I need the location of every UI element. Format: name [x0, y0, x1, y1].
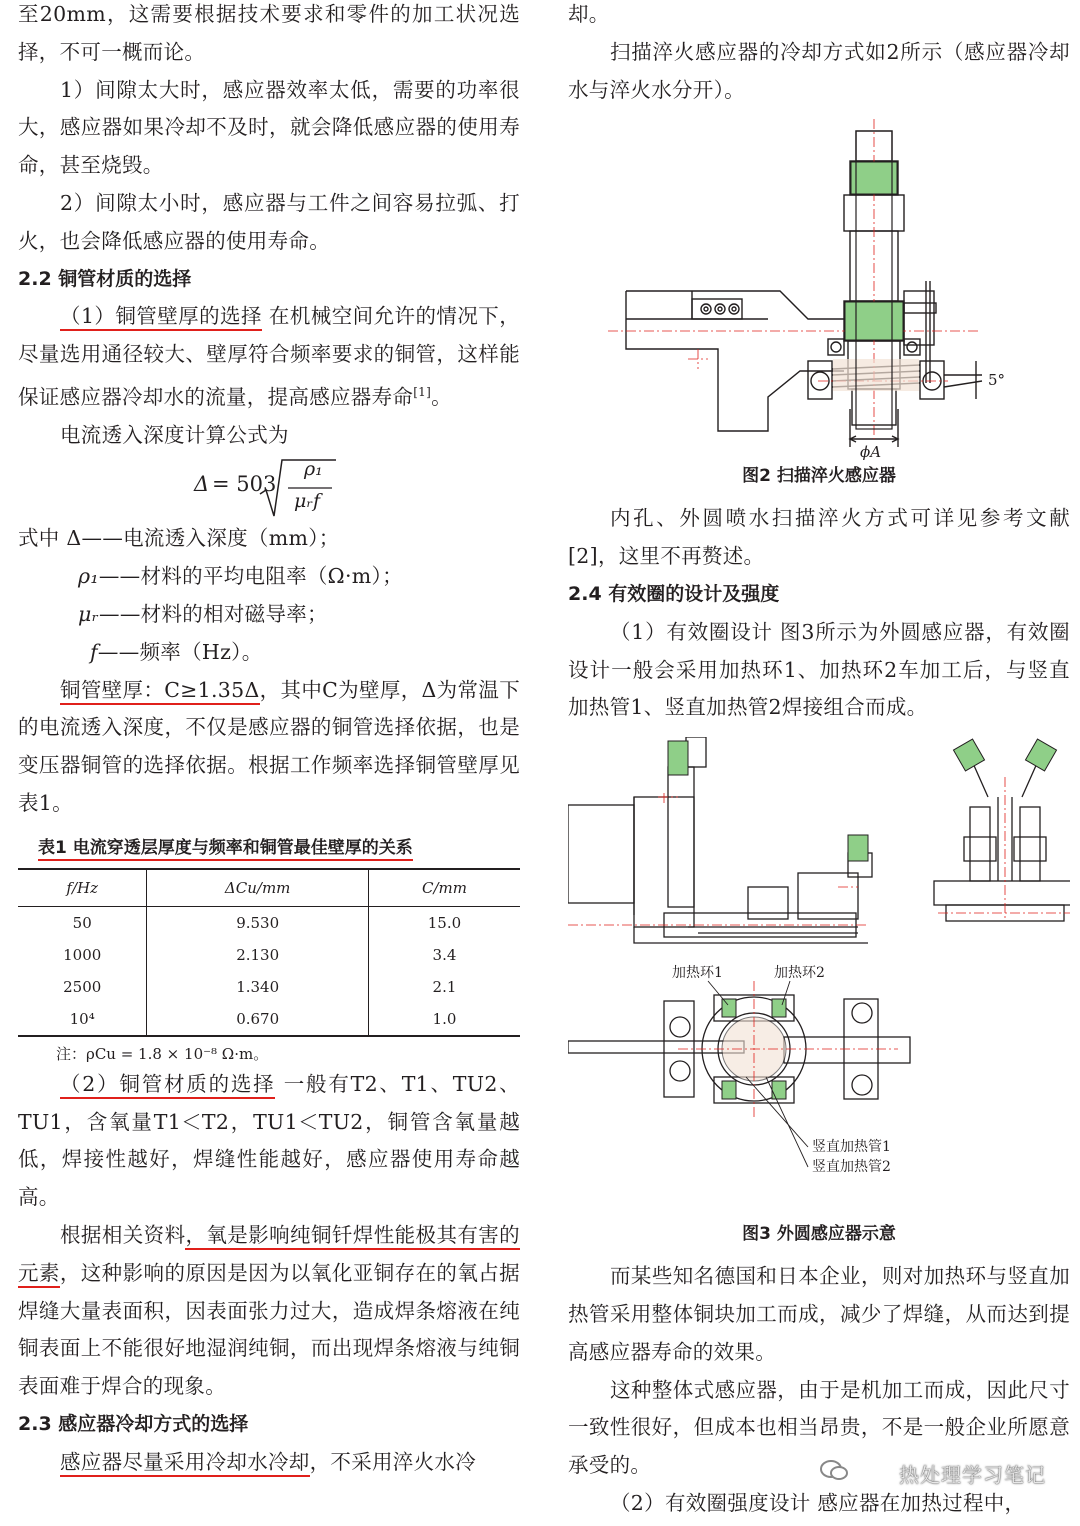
- paragraph-oxygen: [18, 1217, 520, 1406]
- underlined-phrase: ，氧是影响纯铜钎焊性能极其有害的元素: [18, 1223, 520, 1288]
- paragraph-strength: （2）有效圈强度设计 感应器在加热过程中，: [610, 1490, 1026, 1515]
- text-run: 根据相关资料: [60, 1222, 186, 1247]
- col-header-depth: ΔCu/mm: [147, 869, 369, 907]
- formula-intro: 电流透入深度计算公式为: [60, 422, 289, 447]
- label-heating-ring-2: 加热环2: [774, 965, 825, 982]
- depth-thickness-table: [18, 868, 520, 1037]
- table-cell: 9.530: [147, 906, 369, 939]
- def-symbol: 式中 Δ: [18, 526, 82, 551]
- paragraph-integral-block: 而某些知名德国和日本企业，则对加热环与竖直加热管采用整体铜块加工而成，减少了焊缝，从而达到提高感应器寿命的效果。: [568, 1264, 1070, 1364]
- table-cell: 2.1: [368, 971, 520, 1003]
- table-cell: 10⁴: [69, 1009, 95, 1028]
- underlined-phrase: 表1 电流穿透层厚度与频率和铜管最佳壁厚的关系: [38, 838, 413, 861]
- external-inductor-drawing: [568, 737, 1070, 1235]
- underlined-phrase: 铜管壁厚：C≥1.35Δ: [60, 678, 260, 705]
- left-column: [18, 0, 520, 1482]
- def-symbol: μᵣ: [78, 601, 100, 626]
- text-run: 在机械空间允许的情况下，尽量选用通径较大、壁厚符合频率要求的铜管，这样能保证感应器冷却水的流量，提高感应器寿命: [18, 304, 520, 409]
- label-heating-ring-1: 加热环1: [672, 965, 723, 982]
- penetration-depth-formula: [18, 454, 520, 522]
- underlined-phrase: （1）铜管壁厚的选择: [60, 304, 262, 331]
- text-run: ，不采用淬火水冷: [309, 1449, 477, 1474]
- table-cell: 2500: [63, 977, 102, 996]
- table-cell: 1.0: [368, 1003, 520, 1036]
- formula-coefficient: = 503: [212, 472, 277, 497]
- paragraph-cooling: [18, 1444, 520, 1482]
- table-row: [18, 1003, 520, 1036]
- figure-2-scan-inductor: [568, 109, 1070, 465]
- col-header-frequency: f/Hz: [18, 869, 147, 907]
- formula-lhs: Δ: [194, 472, 210, 497]
- figure-3-caption: 图3 外圆感应器示意: [742, 1224, 896, 1245]
- table-cell: 0.670: [147, 1003, 369, 1036]
- wechat-icon: [820, 1458, 848, 1482]
- table-cell: 1000: [63, 945, 102, 964]
- def-symbol: ρ₁: [78, 564, 99, 589]
- def-rho: [18, 558, 520, 596]
- section-heading-2-4: 2.4 有效圈的设计及强度: [568, 582, 780, 605]
- table-title: [18, 833, 520, 858]
- symbol-definitions: [18, 520, 520, 671]
- citation-ref: [1]: [413, 384, 432, 399]
- table-cell: 50: [72, 913, 92, 932]
- paragraph-wall-thickness: [18, 298, 520, 416]
- text-run: ，其中C为壁厚，Δ为常温下的电流透入深度，不仅是感应器的铜管选择依据，也是变压器铜管的选择依据。根据工作频率选择铜管壁厚见表1。: [18, 677, 520, 815]
- paragraph-spray: 内孔、外圆喷水扫描淬火方式可详见参考文献[2]，这里不再赘述。: [568, 506, 1070, 569]
- paragraph-gap-range: 至20mm，这需要根据技术要求和零件的加工状况选择，不可一概而论。: [18, 2, 520, 64]
- def-mu: [18, 596, 520, 634]
- def-text: ——电流透入深度（mm）；: [81, 526, 340, 551]
- text-run: 一般有T2、T1、TU2、TU1，含氧量T1＜T2，TU1＜TU2，铜管含氧量越低，焊接性越好，焊缝性能越好，感应器使用寿命越高。: [18, 1071, 520, 1210]
- section-heading-2-3: 2.3 感应器冷却方式的选择: [18, 1412, 249, 1435]
- def-text: ——频率（Hz）。: [97, 639, 263, 664]
- diameter-label: ϕA: [860, 443, 882, 462]
- figure-2-caption: 图2 扫描淬火感应器: [742, 466, 896, 487]
- underlined-phrase: （2）铜管材质的选择: [60, 1072, 275, 1099]
- table-row: [18, 971, 520, 1003]
- def-delta: [18, 520, 520, 558]
- angle-label: 5°: [988, 371, 1006, 390]
- col-header-thickness: C/mm: [368, 869, 520, 907]
- watermark: 热处理学习笔记: [899, 1463, 1046, 1487]
- table-cell: 1.340: [147, 971, 369, 1003]
- def-f: [18, 634, 520, 672]
- table-note: 注：ρCu = 1.8 × 10⁻⁸ Ω·m。: [56, 1044, 269, 1063]
- def-text: ——材料的相对磁导率；: [99, 601, 328, 626]
- paragraph-gap-small: 2）间隙太小时，感应器与工件之间容易拉弧、打火，也会降低感应器的使用寿命。: [18, 190, 520, 253]
- paragraph-coil-design: （1）有效圈设计 图3所示为外圆感应器，有效圈设计一般会采用加热环1、加热环2车加工后，与竖直加热管1、竖直加热管2焊接组合而成。: [568, 619, 1070, 720]
- table-cell: 2.130: [147, 939, 369, 971]
- paragraph-scan-cooling: 扫描淬火感应器的冷却方式如2所示（感应器冷却水与淬火水分开）。: [568, 39, 1070, 102]
- figure-3-external-inductor: [568, 737, 1070, 1235]
- table-row: [18, 939, 520, 971]
- paragraph-material: [18, 1066, 520, 1217]
- text-run: 。: [431, 384, 452, 409]
- formula-denominator: μᵣf: [294, 490, 320, 513]
- formula-numerator: ρ₁: [304, 458, 323, 481]
- scan-inductor-drawing: [568, 109, 1070, 465]
- def-symbol: f: [90, 639, 98, 664]
- paragraph-continued: 却。: [568, 2, 610, 26]
- def-text: ——材料的平均电阻率（Ω·m）；: [98, 564, 403, 589]
- label-vertical-tube-2: 竖直加热管2: [812, 1159, 891, 1176]
- table-row: [18, 906, 520, 939]
- section-heading-2-2: 2.2 铜管材质的选择: [18, 267, 192, 290]
- label-vertical-tube-1: 竖直加热管1: [812, 1139, 891, 1156]
- right-column: [568, 0, 1070, 1523]
- paragraph-gap-large: 1）间隙太大时，感应器效率太低，需要的功率很大，感应器如果冷却不及时，就会降低感应器的使用寿命，甚至烧毁。: [18, 77, 520, 178]
- paragraph-cost: 这种整体式感应器，由于是机加工而成，因此尺寸一致性很好，但成本也相当昂贵，不是一般企业所愿意承受的。: [568, 1377, 1070, 1478]
- text-run: ，这种影响的原因是因为以氧化亚铜存在的氧占据焊缝大量表面积，因表面张力过大，造成焊条熔液在纯铜表面上不能很好地湿润纯铜，而出现焊条熔液与纯铜表面难于焊合的现象。: [18, 1260, 520, 1399]
- table-cell: 3.4: [368, 939, 520, 971]
- paragraph-wall-rule: [18, 672, 520, 823]
- underlined-phrase: 感应器尽量采用冷却水冷却: [60, 1450, 310, 1477]
- table-cell: 15.0: [368, 906, 520, 939]
